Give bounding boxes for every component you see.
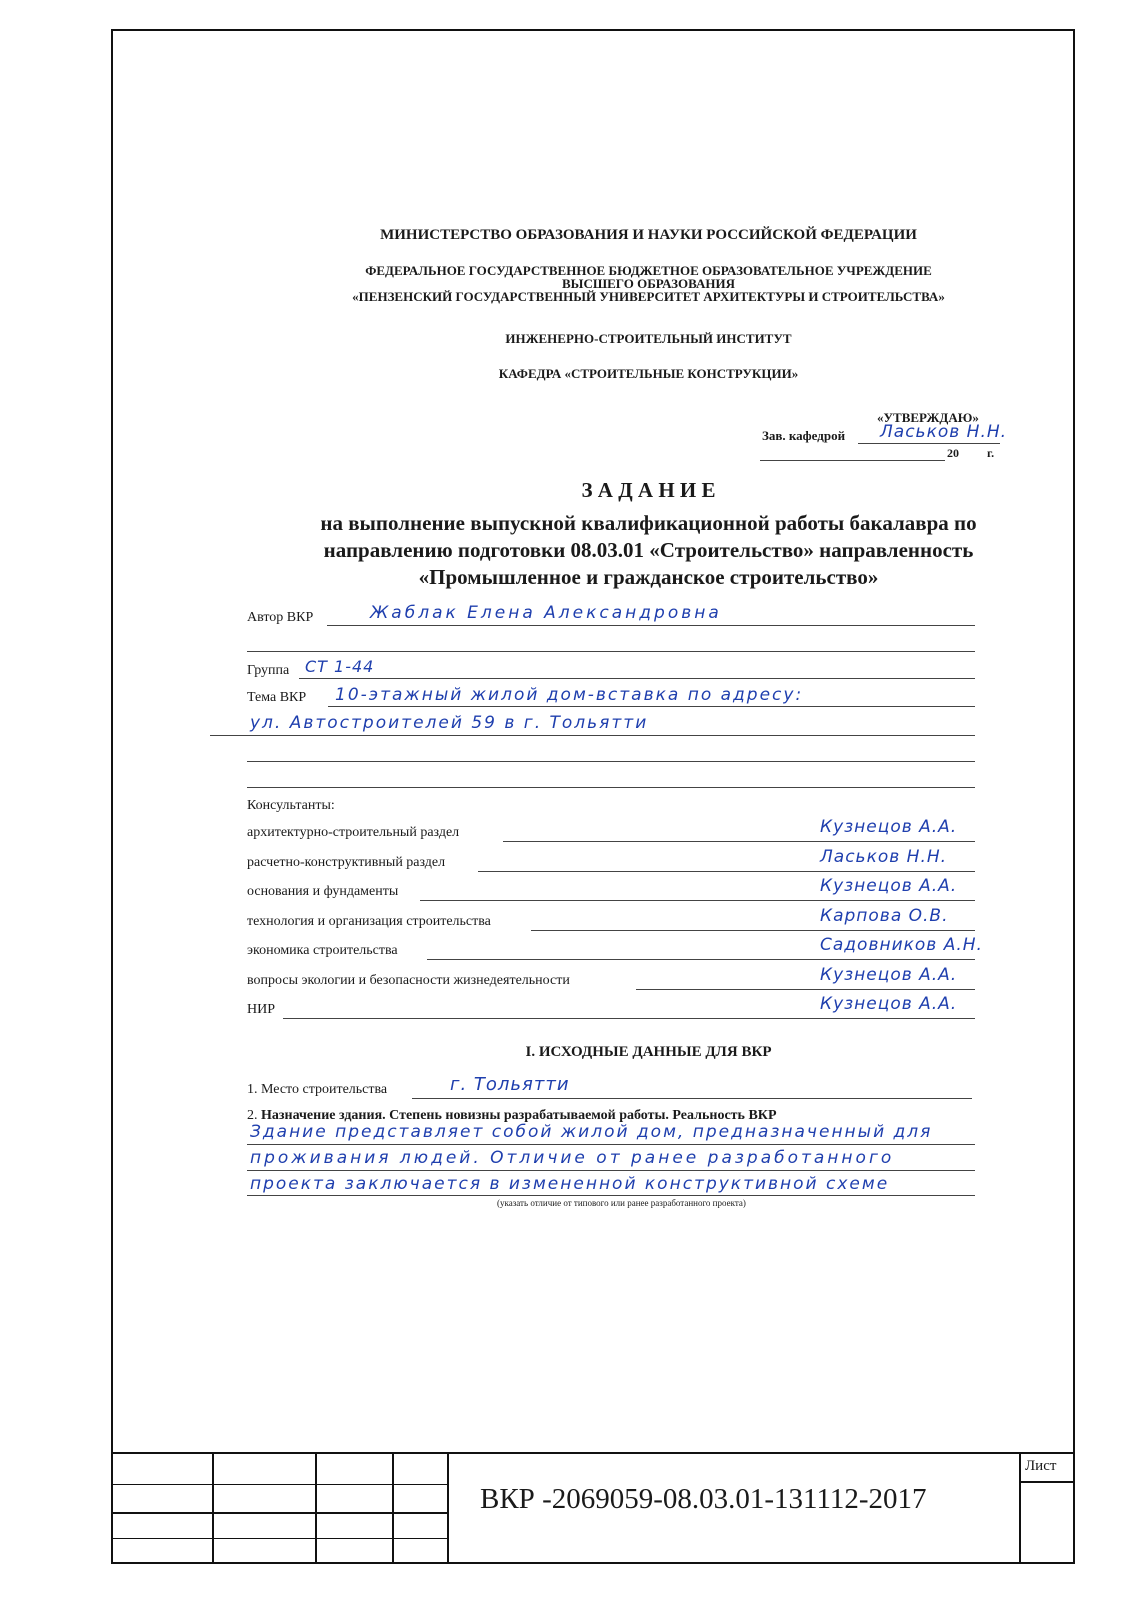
consultant-section-label: НИР: [247, 1002, 276, 1017]
year-prefix: 20: [947, 446, 959, 460]
consultant-signature-line: [420, 900, 975, 901]
consultant-name: Садовников А.Н.: [820, 935, 983, 955]
purpose-hint: (указать отличие от типового или ранее разработанного проекта): [497, 1198, 746, 1208]
consultant-section-label: основания и фундаменты: [247, 884, 399, 899]
consultant-signature-line: [283, 1018, 975, 1019]
purpose-value-1: Здание представляет собой жилой дом, предназначенный для: [250, 1122, 933, 1142]
subtitle-line-2: направлению подготовки 08.03.01 «Строительство» направленность: [323, 538, 974, 562]
group-line: [299, 678, 975, 679]
approve-label: «УТВЕРЖДАЮ»: [877, 410, 979, 425]
author-line-2: [247, 651, 975, 652]
place-value: г. Тольятти: [450, 1074, 570, 1095]
purpose-value-3: проекта заключается в измененной конструктивной схеме: [250, 1174, 890, 1194]
author-value: Жаблак Елена Александровна: [370, 603, 722, 623]
head-label: Зав. кафедрой: [762, 428, 846, 443]
topic-label: Тема ВКР: [247, 690, 307, 705]
purpose-label: Назначение здания. Степень новизны разрабатываемой работы. Реальность ВКР: [261, 1108, 777, 1123]
consultant-signature-line: [503, 841, 975, 842]
place-line: [412, 1098, 972, 1099]
head-signature: Ласьков Н.Н.: [880, 422, 1008, 442]
institution-line-3: «ПЕНЗЕНСКИЙ ГОСУДАРСТВЕННЫЙ УНИВЕРСИТЕТ АРХИТЕКТУРЫ И СТРОИТЕЛЬСТВА»: [352, 289, 945, 304]
consultant-signature-line: [478, 871, 975, 872]
topic-value-2: ул. Автостроителей 59 в г. Тольятти: [250, 713, 649, 733]
tb-row-line-3: [111, 1538, 448, 1539]
consultant-section-label: вопросы экологии и безопасности жизнедеятельности: [247, 972, 570, 988]
purpose-line-2: [247, 1170, 975, 1171]
subtitle-line-3: «Промышленное и гражданское строительство»: [418, 565, 879, 589]
institution-line-1: ФЕДЕРАЛЬНОЕ ГОСУДАРСТВЕННОЕ БЮДЖЕТНОЕ ОБРАЗОВАТЕЛЬНОЕ УЧРЕЖДЕНИЕ: [365, 263, 932, 278]
institution-heading: [111, 264, 1132, 303]
tb-row-line-2: [111, 1512, 448, 1514]
consultant-section-label: расчетно-конструктивный раздел: [247, 854, 446, 870]
subtitle-line-1: на выполнение выпускной квалификационной работы бакалавра по: [320, 511, 977, 535]
consultant-section-label: экономика строительства: [247, 943, 398, 958]
purpose-number: 2.: [247, 1108, 258, 1123]
tb-col-2: [315, 1452, 317, 1564]
author-line: [327, 625, 975, 626]
document-title: З А Д А Н И Е: [581, 478, 716, 502]
topic-line-4: [247, 787, 975, 788]
document-subtitle: [111, 510, 1132, 591]
date-line: [760, 460, 945, 461]
tb-col-5: [1019, 1452, 1021, 1564]
section-heading: I. ИСХОДНЫЕ ДАННЫЕ ДЛЯ ВКР: [525, 1044, 772, 1060]
consultant-name: Кузнецов А.А.: [820, 994, 958, 1014]
institute-heading: ИНЖЕНЕРНО-СТРОИТЕЛЬНЫЙ ИНСТИТУТ: [505, 331, 792, 346]
tb-col-1: [212, 1452, 214, 1564]
purpose-line-1: [247, 1144, 975, 1145]
topic-line-3: [247, 761, 975, 762]
consultant-section-label: архитектурно-строительный раздел: [247, 825, 460, 840]
tb-row-line-1: [111, 1484, 448, 1485]
topic-line-2: [210, 735, 975, 736]
place-label: 1. Место строительства: [247, 1082, 388, 1097]
consultants-heading: Консультанты:: [247, 798, 335, 813]
year-suffix: г.: [987, 446, 995, 460]
consultant-name: Карпова О.В.: [820, 905, 949, 926]
document-code: ВКР -2069059-08.03.01-131112-2017: [480, 1483, 927, 1515]
consultant-name: Кузнецов А.А.: [820, 817, 958, 837]
tb-sheet-divider: [1019, 1481, 1075, 1483]
tb-col-4: [447, 1452, 449, 1564]
institution-line-2: ВЫСШЕГО ОБРАЗОВАНИЯ: [562, 276, 735, 291]
ministry-heading: МИНИСТЕРСТВО ОБРАЗОВАНИЯ И НАУКИ РОССИЙСКОЙ ФЕДЕРАЦИИ: [380, 227, 917, 243]
consultant-signature-line: [531, 930, 975, 931]
purpose-value-2: проживания людей. Отличие от ранее разработанного: [250, 1148, 895, 1168]
group-value: СТ 1-44: [305, 657, 375, 676]
consultant-name: Ласьков Н.Н.: [820, 846, 948, 867]
consultant-section-label: технология и организация строительства: [247, 913, 491, 929]
consultant-signature-line: [636, 989, 975, 990]
topic-line-1: [328, 706, 975, 707]
consultant-name: Кузнецов А.А.: [820, 876, 958, 896]
author-label: Автор ВКР: [247, 610, 314, 625]
topic-value-1: 10-этажный жилой дом-вставка по адресу:: [335, 685, 804, 705]
tb-top-border: [111, 1452, 1075, 1454]
purpose-line-3: [247, 1195, 975, 1196]
page-frame: [111, 29, 1075, 1564]
tb-col-3: [392, 1452, 394, 1564]
consultant-name: Кузнецов А.А.: [820, 964, 958, 985]
sheet-label: Лист: [1025, 1458, 1057, 1474]
consultant-signature-line: [427, 959, 975, 960]
group-label: Группа: [247, 663, 290, 678]
department-heading: КАФЕДРА «СТРОИТЕЛЬНЫЕ КОНСТРУКЦИИ»: [498, 366, 799, 381]
head-signature-line: [858, 443, 1000, 444]
